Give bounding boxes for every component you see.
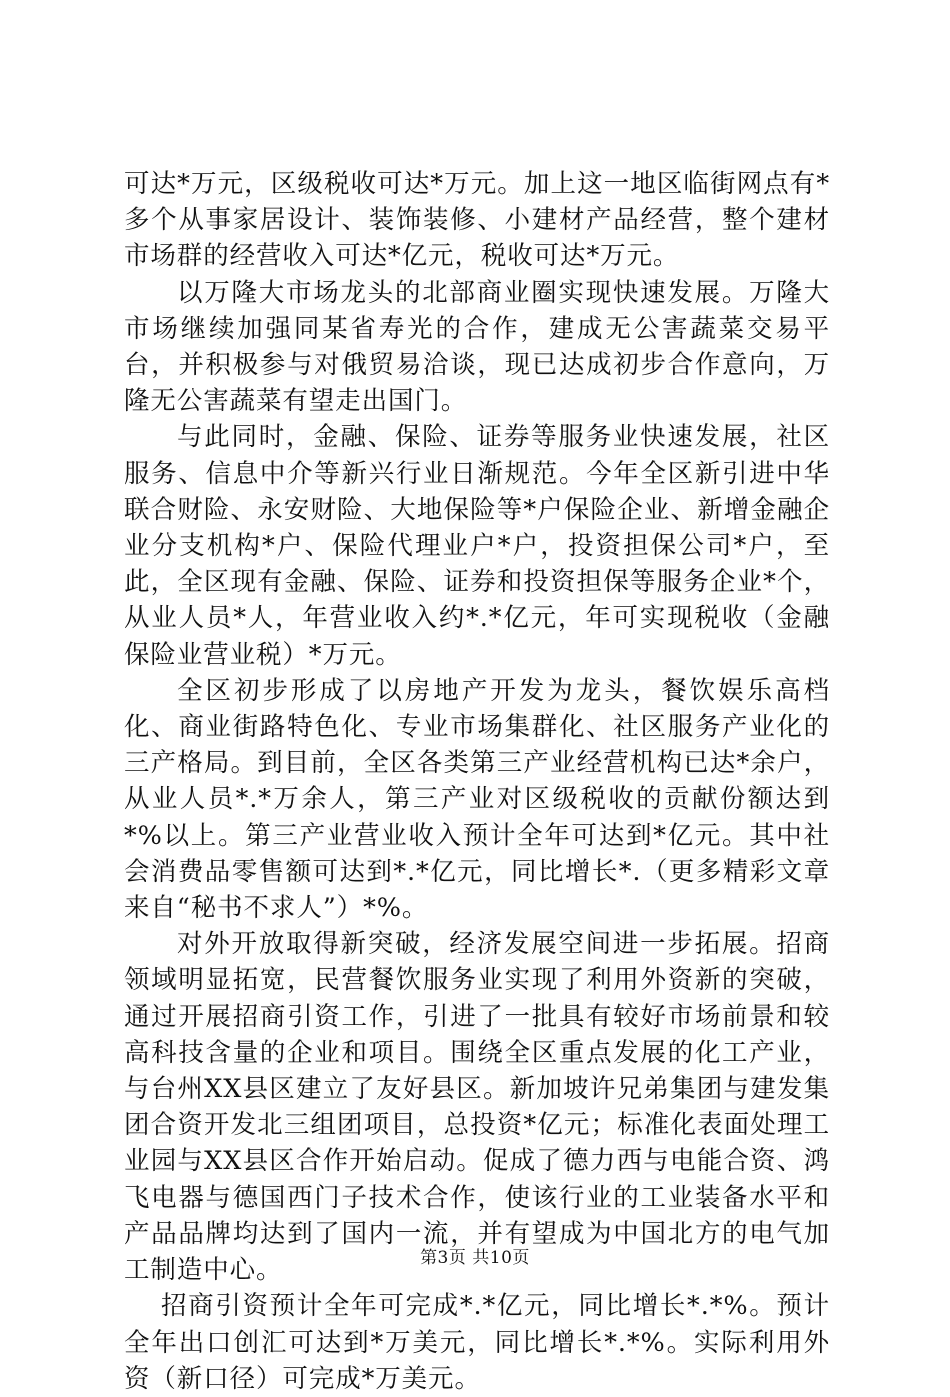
paragraph-5: 对外开放取得新突破，经济发展空间进一步拓展。招商领域明显拓宽，民营餐饮服务业实现了利用外资新的突破，通过开展招商引资工作，引进了一批具有较好市场前景和较高科技含量的企业和项目。围绕全区重点发展的化工产业，与台州XX县区建立了友好县区。新加坡许兄弟集团与建发集团合资开发北三组团项目，总投资*亿元；标准化表面处理工业园与XX县区合作开始启动。促成了德力西与电能合资、鸿飞电器与德国西门子技术合作，使该行业的工业装备水平和产品品牌均达到了国内一流，并有望成为中国北方的电气加工制造中心。 [124,929,830,1286]
paragraph-1: 可达*万元，区级税收可达*万元。加上这一地区临街网点有*多个从事家居设计、装饰装修、小建材产品经营，整个建材市场群的经营收入可达*亿元，税收可达*万元。 [124,169,830,272]
paragraph-6: 招商引资预计全年可完成*.*亿元，同比增长*.*%。预计全年出口创汇可达到*万美元，同比增长*.*%。实际利用外资（新口径）可完成*万美元。 [124,1291,830,1394]
page-number-footer: 第3页 共10页 [420,1248,530,1268]
paragraph-3: 与此同时，金融、保险、证券等服务业快速发展，社区服务、信息中介等新兴行业日渐规范。今年全区新引进中华联合财险、永安财险、大地保险等*户保险企业、新增金融企业分支机构*户、保险代理业户*户，投资担保公司*户，至此，全区现有金融、保险、证券和投资担保等服务企业*个，从业人员*人，年营业收入约*.*亿元，年可实现税收（金融保险业营业税）*万元。 [124,422,830,670]
paragraph-2: 以万隆大市场龙头的北部商业圈实现快速发展。万隆大市场继续加强同某省寿光的合作，建成无公害蔬菜交易平台，并积极参与对俄贸易洽谈，现已达成初步合作意向，万隆无公害蔬菜有望走出国门。 [124,277,830,417]
paragraph-4: 全区初步形成了以房地产开发为龙头，餐饮娱乐高档化、商业街路特色化、专业市场集群化、社区服务产业化的三产格局。到目前，全区各类第三产业经营机构已达*余户，从业人员*.*万余人，第三产业对区级税收的贡献份额达到*%以上。第三产业营业收入预计全年可达到*亿元。其中社会消费品零售额可达到*.*亿元，同比增长*.（更多精彩文章来自“秘书不求人”）*%。 [124,675,830,924]
document-body [124,166,830,1397]
